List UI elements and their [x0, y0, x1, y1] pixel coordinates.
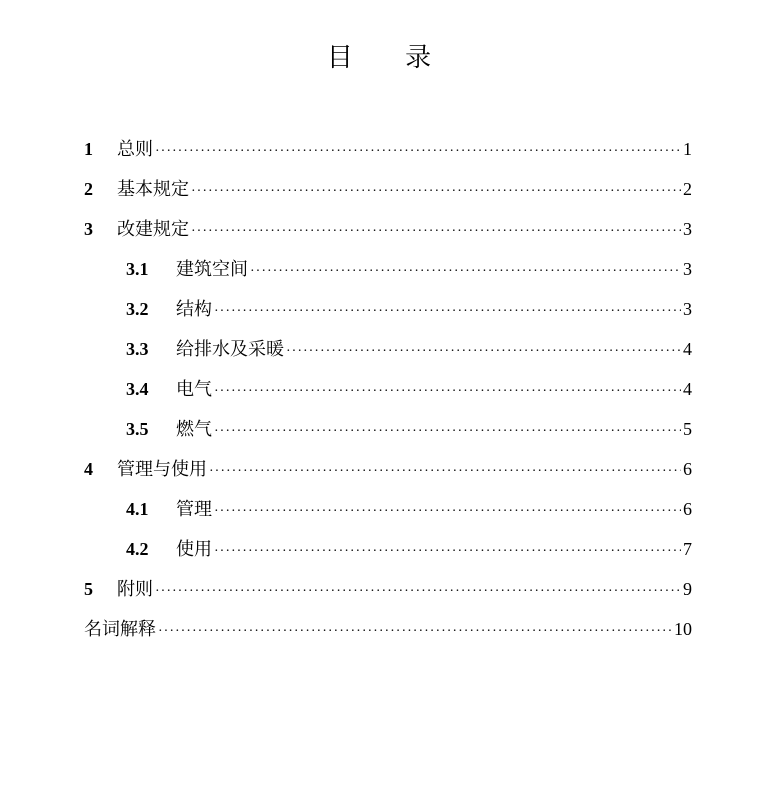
toc-entry-page: 10 — [674, 619, 692, 639]
toc-entry-page: 7 — [683, 539, 692, 559]
toc-entry-label: 管理 — [176, 499, 212, 520]
toc-entry-number: 3.3 — [126, 339, 149, 359]
dot-leader — [214, 532, 681, 569]
toc-entry-page: 5 — [683, 419, 692, 439]
toc-entry-label: 建筑空间 — [176, 259, 248, 280]
toc-entry-page: 9 — [683, 579, 692, 599]
toc-entry-number: 3.5 — [126, 419, 149, 439]
dot-leader — [155, 132, 681, 169]
toc-entry-label: 管理与使用 — [117, 459, 207, 480]
toc-entry-page: 3 — [683, 219, 692, 239]
page-title: 目 录 — [326, 43, 454, 73]
toc-entry-page: 1 — [683, 139, 692, 159]
dot-leader — [158, 612, 672, 649]
toc-entry-page: 3 — [683, 299, 692, 319]
toc-entry-number: 3.4 — [126, 379, 149, 399]
toc-entry[interactable] — [84, 609, 692, 649]
toc-entry-number: 1 — [84, 139, 93, 159]
toc-entry-number: 4.2 — [126, 539, 149, 559]
toc-entry-page: 3 — [683, 259, 692, 279]
toc-entry[interactable] — [84, 129, 692, 169]
table-of-contents — [84, 129, 692, 649]
toc-entry-number: 2 — [84, 179, 93, 199]
dot-leader — [155, 572, 681, 609]
toc-entry-label: 使用 — [176, 539, 212, 560]
toc-entry[interactable] — [84, 569, 692, 609]
toc-entry-label: 总则 — [117, 139, 153, 160]
toc-entry-label: 结构 — [176, 299, 212, 320]
toc-entry-page: 4 — [683, 339, 692, 359]
toc-subentry[interactable] — [84, 369, 692, 409]
toc-entry-number: 4.1 — [126, 499, 149, 519]
toc-entry-number: 3 — [84, 219, 93, 239]
toc-entry[interactable] — [84, 209, 692, 249]
toc-entry-label: 改建规定 — [117, 219, 189, 240]
dot-leader — [209, 452, 681, 489]
toc-subentry[interactable] — [84, 529, 692, 569]
toc-entry-page: 6 — [683, 499, 692, 519]
toc-entry-label: 名词解释 — [84, 619, 156, 640]
toc-subentry[interactable] — [84, 489, 692, 529]
toc-subentry[interactable] — [84, 329, 692, 369]
dot-leader — [214, 372, 681, 409]
toc-entry-page: 6 — [683, 459, 692, 479]
toc-entry-page: 2 — [683, 179, 692, 199]
dot-leader — [214, 412, 681, 449]
dot-leader — [214, 292, 681, 329]
toc-entry[interactable] — [84, 169, 692, 209]
toc-entry-label: 基本规定 — [117, 179, 189, 200]
toc-entry-number: 3.1 — [126, 259, 149, 279]
dot-leader — [214, 492, 681, 529]
toc-entry-label: 电气 — [176, 379, 212, 400]
toc-entry-number: 5 — [84, 579, 93, 599]
dot-leader — [191, 172, 681, 209]
toc-entry-number: 3.2 — [126, 299, 149, 319]
toc-subentry[interactable] — [84, 289, 692, 329]
toc-subentry[interactable] — [84, 249, 692, 289]
toc-entry[interactable] — [84, 449, 692, 489]
toc-entry-label: 附则 — [117, 579, 153, 600]
toc-entry-page: 4 — [683, 379, 692, 399]
dot-leader — [286, 332, 681, 369]
toc-entry-label: 给排水及采暖 — [176, 339, 284, 360]
toc-entry-number: 4 — [84, 459, 93, 479]
dot-leader — [250, 252, 681, 289]
toc-subentry[interactable] — [84, 409, 692, 449]
dot-leader — [191, 212, 681, 249]
toc-entry-label: 燃气 — [176, 419, 212, 440]
